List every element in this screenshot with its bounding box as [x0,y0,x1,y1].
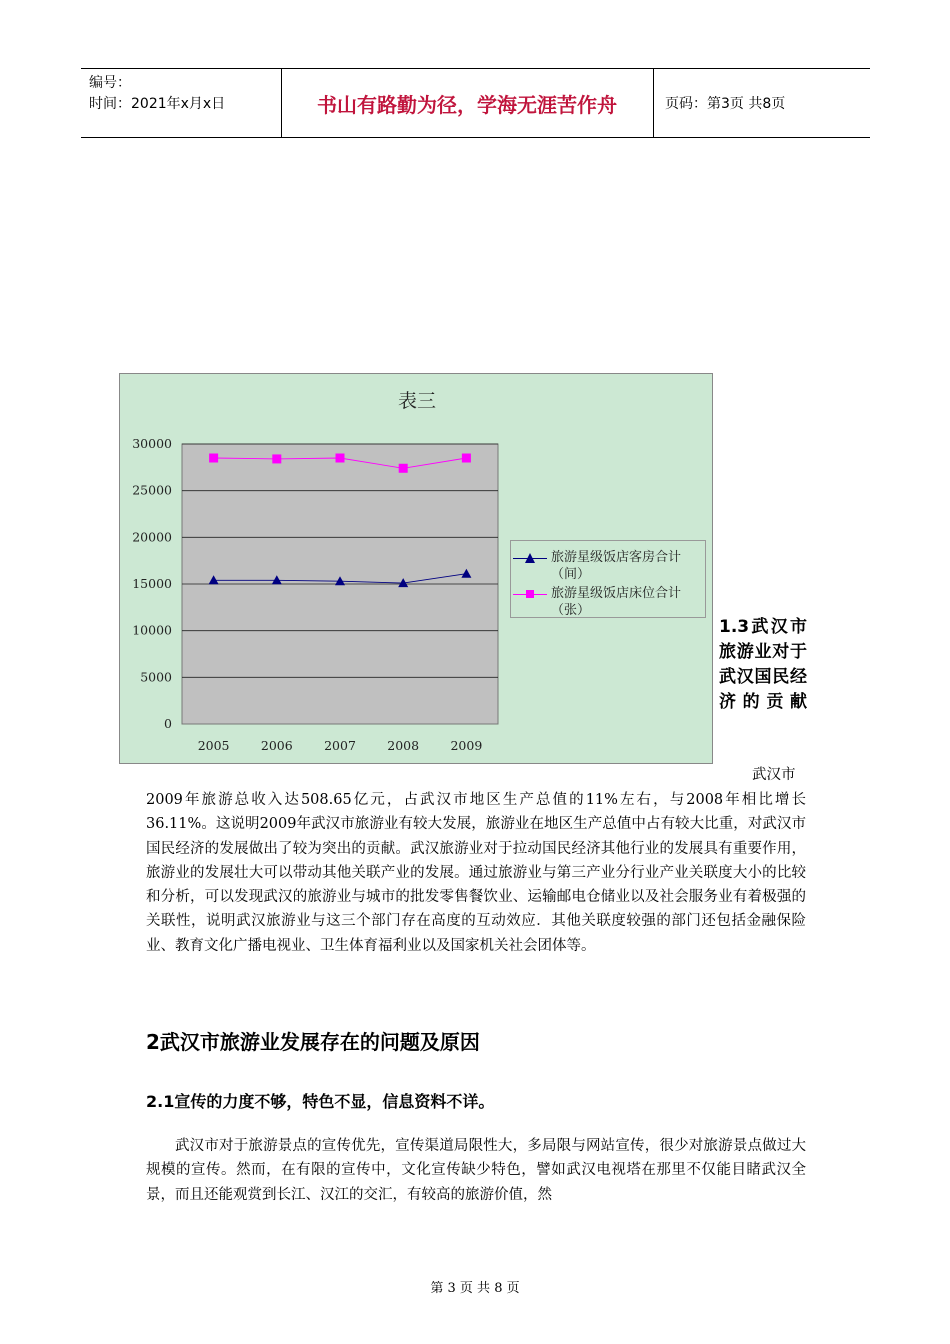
y-tick-label: 25000 [132,482,172,498]
legend-label: 旅游星级饭店床位合计（张） [551,586,682,618]
section-heading-2: 2武汉市旅游业发展存在的问题及原因 [146,1030,480,1054]
y-tick-label: 0 [164,716,172,731]
data-point-beds [272,454,281,463]
page-header [81,68,870,138]
x-tick-label: 2008 [387,738,420,753]
header-meta [89,73,225,115]
x-tick-label: 2005 [197,738,230,753]
y-tick-label: 30000 [132,436,172,451]
y-tick-label: 5000 [140,669,172,685]
section-heading-1-3: 1.3武汉市旅游业对于武汉国民经济的贡献 [719,617,807,712]
data-point-beds [399,464,408,473]
x-tick-label: 2009 [450,738,483,753]
chart-legend [510,540,706,618]
y-tick-label: 10000 [132,622,172,638]
document-number: 编号： [89,75,131,91]
chart-container [119,373,713,764]
x-tick-label: 2007 [324,738,356,753]
legend-label: 旅游星级饭店客房合计（间） [551,550,682,582]
y-tick-label: 20000 [132,529,172,545]
header-divider [653,69,654,137]
x-tick-label: 2006 [260,738,293,753]
data-point-beds [209,454,218,463]
chart-title: 表三 [397,390,437,412]
triangle-marker-icon [525,553,535,563]
page-footer: 第 3 页 共 8 页 [430,1281,520,1296]
body-paragraph: 2009年旅游总收入达508.65亿元，占武汉市地区生产总值的11%左右，与2008年相比增长36.11%。这说明2009年武汉市旅游业有较大发展，旅游业在地区生产总值中占有较大比重，对武汉市国民经济的发展做出了较为突出的贡献。武汉旅游业对于拉动国民经济其他行业的发展具有重要作用，旅游业的发展壮大可以带动其他关联产业的发展。通过旅游业与第三产业分行业产业关联度大小的比较和分析，可以发现武汉的旅游业与城市的批发零售餐饮业、运输邮电仓储业以及社会服务业有着极强的关联性，说明武汉旅游业与这三个部门存在高度的互动效应．其他关联度较强的部门还包括金融保险业、教育文化广播电视业、卫生体育福利业以及国家机关社会团体等。 [146,792,806,954]
header-page-info: 页码：第3页 共8页 [665,96,786,112]
paragraph-lead: 武汉市 [752,767,796,783]
body-paragraph: 武汉市对于旅游景点的宣传优先，宣传渠道局限性大，多局限与网站宣传，很少对旅游景点做过大规模的宣传。然而，在有限的宣传中，文化宣传缺少特色，譬如武汉电视塔在那里不仅能目睹武汉全景，而且还能观赏到长江、汉江的交汇，有较高的旅游价值，然 [146,1138,806,1203]
data-point-beds [336,454,345,463]
data-point-beds [462,454,471,463]
document-time: 时间：2021年x月x日 [89,96,226,112]
header-motto: 书山有路勤为径，学海无涯苦作舟 [317,93,617,117]
section-heading-2-1: 2.1宣传的力度不够，特色不显，信息资料不详。 [146,1092,495,1111]
square-marker-icon [525,589,535,599]
y-tick-label: 15000 [132,576,172,591]
